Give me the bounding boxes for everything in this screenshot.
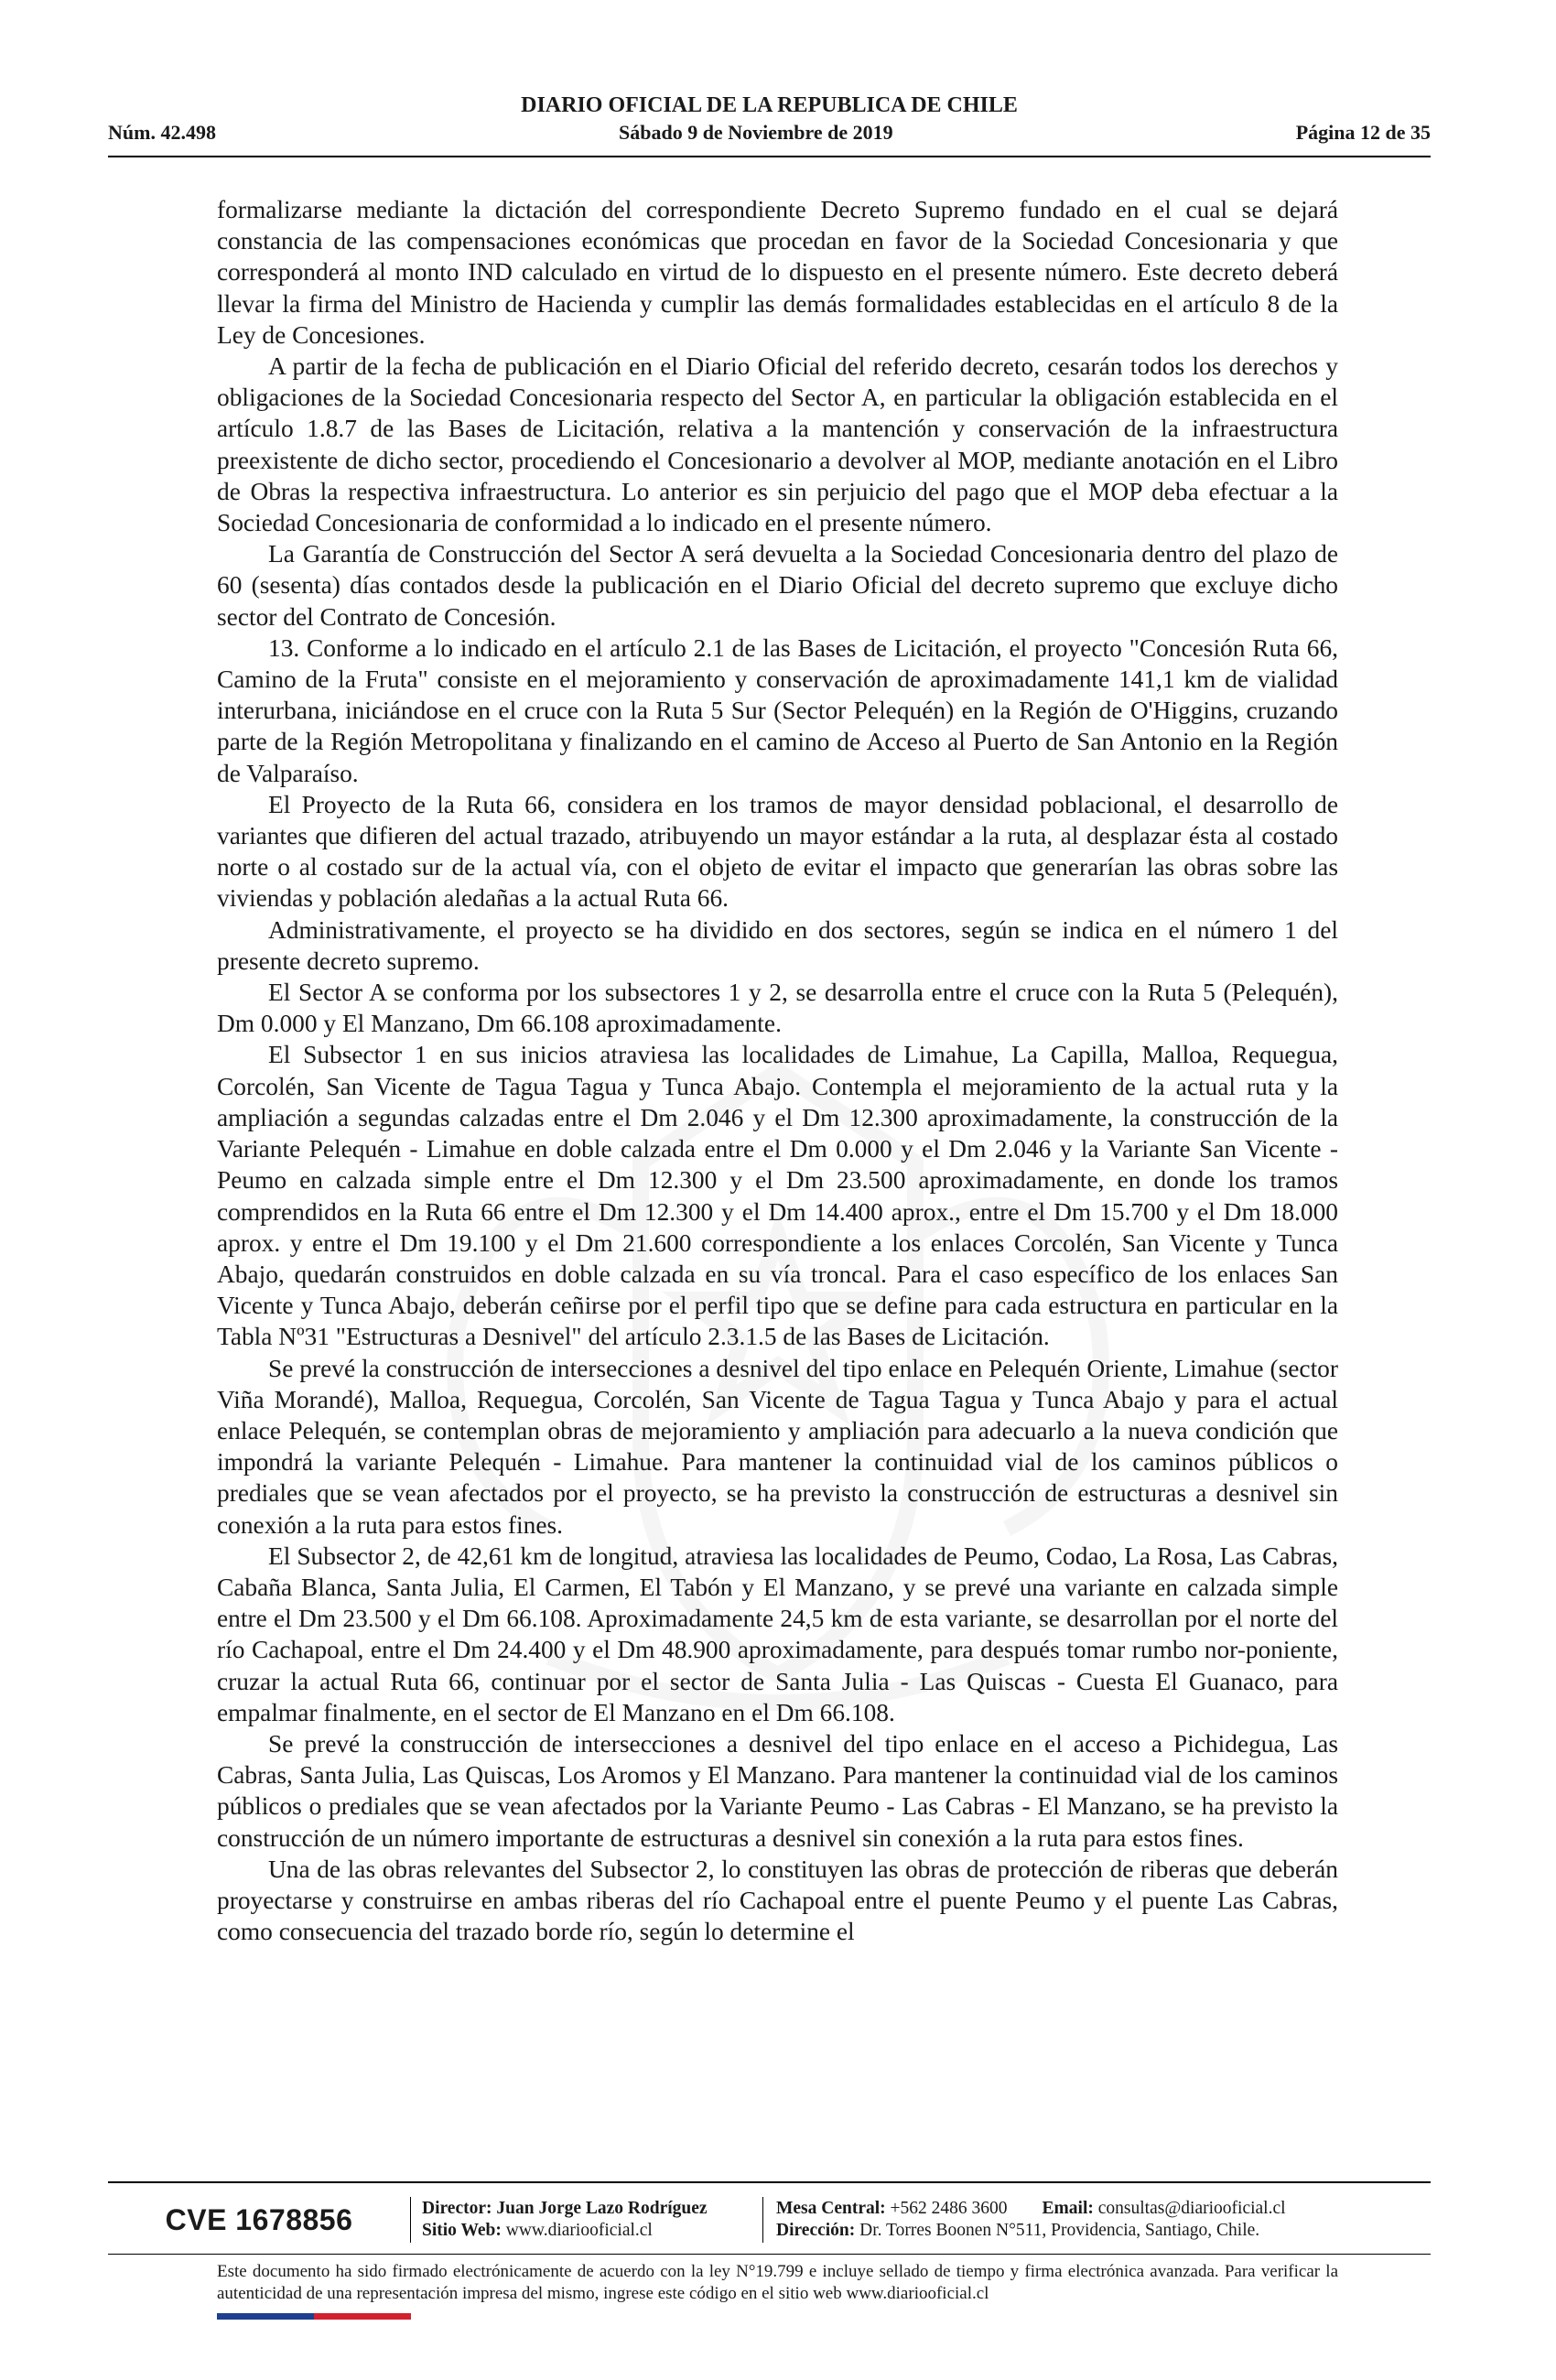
paragraph: El Subsector 2, de 42,61 km de longitud, atraviesa las localidades de Peumo, Codao, La Rosa, Las Cabras, Cabaña Blanca, Santa Julia, El Carmen, El Tabón y El Manzano, y se prevé una variante en calzada simple entre el Dm 23.500 y el Dm 66.108. Aproximadamente 24,5 km de esta variante, se desarrollan por el norte del río Cachapoal, entre el Dm 24.400 y el Dm 48.900 aproximadamente, para después tomar rumbo nor-poniente, cruzar la actual Ruta 66, continuar por el sector de Santa Julia - Las Quiscas - Cuesta El Guanaco, para empalmar finalmente, en el sector de El Manzano en el Dm 66.108. bbox=[217, 1542, 1338, 1726]
footer-legal-divider bbox=[108, 2254, 1431, 2255]
footer-contact-block bbox=[763, 2198, 1431, 2242]
flag-stripe bbox=[217, 2313, 411, 2320]
paragraph: Se prevé la construcción de intersecciones a desnivel del tipo enlace en Pelequén Oriente, Limahue (sector Viña Morandé), Malloa, Requegua, Corcolén, San Vicente de Tagua Tagua y Tunca Abajo y para el actual enlace Pelequén, se contemplan obras de mejoramiento y ampliación para adecuarlo a la nueva condición que impondrá la variante Pelequén - Limahue. Para mantener la continuidad vial de los caminos públicos o prediales que se vean afectados por el proyecto, se ha previsto la construcción de estructuras a desnivel sin conexión a la ruta para estos fines. bbox=[217, 1354, 1338, 1539]
flag-blue-segment bbox=[217, 2313, 314, 2320]
director-label: Director: bbox=[422, 2199, 492, 2218]
page-number: Página 12 de 35 bbox=[1295, 121, 1431, 144]
paragraph: El Proyecto de la Ruta 66, considera en los tramos de mayor densidad poblacional, el desarrollo de variantes que difieren del actual trazado, atribuyendo un mayor estándar a la ruta, al desplazar ésta al costado norte o al costado sur de la actual vía, con el objeto de evitar el impacto que generarían las obras sobre las viviendas y población aledañas a la actual Ruta 66. bbox=[217, 790, 1338, 913]
issue-number: Núm. 42.498 bbox=[108, 121, 216, 144]
website-link[interactable]: www.diariooficial.cl bbox=[505, 2221, 653, 2240]
footer-director-block bbox=[411, 2198, 762, 2242]
paragraph: Administrativamente, el proyecto se ha dividido en dos sectores, según se indica en el número 1 del presente decreto supremo. bbox=[217, 915, 1338, 975]
page-header bbox=[108, 92, 1431, 146]
legal-notice: Este documento ha sido firmado electrónicamente de acuerdo con la ley N°19.799 e incluye sellado de tiempo y firma electrónica avanzada. Para verificar la autenticidad de una representación impresa del mismo, ingrese este código en el sitio web www.diariooficial.cl bbox=[217, 2262, 1338, 2303]
paragraph: El Sector A se conforma por los subsectores 1 y 2, se desarrolla entre el cruce con la Ruta 5 (Pelequén), Dm 0.000 y El Manzano, Dm 66.108 aproximadamente. bbox=[217, 979, 1338, 1038]
flag-red-segment bbox=[314, 2313, 411, 2320]
newspaper-title: DIARIO OFICIAL DE LA REPUBLICA DE CHILE bbox=[521, 93, 1018, 117]
header-info-row bbox=[108, 119, 1431, 146]
footer-info bbox=[108, 2193, 1431, 2246]
paragraph: La Garantía de Construcción del Sector A será devuelta a la Sociedad Concesionaria dentro del plazo de 60 (sesenta) días contados desde la publicación en el Diario Oficial del decreto supremo que excluye dicho sector del Contrato de Concesión. bbox=[217, 540, 1338, 631]
phone-label: Mesa Central: bbox=[776, 2199, 886, 2218]
paragraph: Se prevé la construcción de intersecciones a desnivel del tipo enlace en el acceso a Pichidegua, Las Cabras, Santa Julia, Las Quiscas, Los Aromos y El Manzano. Para mantener la continuidad vial de los caminos públicos o prediales que se vean afectados por la Variante Peumo - Las Cabras - El Manzano, se ha previsto la construcción de un número importante de estructuras a desnivel sin conexión a la ruta para estos fines. bbox=[217, 1729, 1338, 1852]
issue-date: Sábado 9 de Noviembre de 2019 bbox=[618, 121, 893, 144]
paragraph: Una de las obras relevantes del Subsector 2, lo constituyen las obras de protección de riberas que deberán proyectarse y construirse en ambas riberas del río Cachapoal entre el puente Peumo y el puente Las Cabras, como consecuencia del trazado borde río, según lo determine el bbox=[217, 1855, 1338, 1946]
website-label: Sitio Web: bbox=[422, 2221, 502, 2240]
footer-divider bbox=[108, 2181, 1431, 2183]
email-link[interactable]: consultas@diariooficial.cl bbox=[1097, 2199, 1286, 2218]
address-label: Dirección: bbox=[776, 2221, 856, 2240]
phone-number: +562 2486 3600 bbox=[890, 2199, 1008, 2218]
paragraph: El Subsector 1 en sus inicios atraviesa las localidades de Limahue, La Capilla, Malloa, Requegua, Corcolén, San Vicente de Tagua Tagua y Tunca Abajo. Contempla el mejoramiento de la actual ruta y la ampliación a segundas calzadas entre el Dm 2.046 y el Dm 12.300 aproximadamente, la construcción de la Variante Pelequén - Limahue en doble calzada entre el Dm 0.000 y el Dm 2.046 y la Variante San Vicente - Peumo en calzada simple entre el Dm 12.300 y el Dm 23.500 aproximadamente, en donde los tramos comprendidos en la Ruta 66 entre el Dm 12.300 y el Dm 14.400 aprox., entre el Dm 15.700 y el Dm 18.000 aprox. y entre el Dm 19.100 y el Dm 21.600 correspondiente a los enlaces Corcolén, San Vicente y Tunca Abajo, quedarán construidos en doble calzada en su vía troncal. Para el caso específico de los enlaces San Vicente y Tunca Abajo, deberán ceñirse por el perfil tipo que se define para cada estructura en particular en la Tabla Nº31 "Estructuras a Desnivel" del artículo 2.3.1.5 de las Bases de Licitación. bbox=[217, 1041, 1338, 1351]
header-divider bbox=[108, 156, 1431, 157]
document-body bbox=[217, 194, 1338, 1947]
address-value: Dr. Torres Boonen N°511, Providencia, Santiago, Chile. bbox=[859, 2221, 1260, 2240]
paragraph: A partir de la fecha de publicación en el Diario Oficial del referido decreto, cesarán todos los derechos y obligaciones de la Sociedad Concesionaria respecto del Sector A, en particular la obligación establecida en el artículo 1.8.7 de las Bases de Licitación, relativa a la mantención y conservación de la infraestructura preexistente de dicho sector, procediendo el Concesionario a devolver al MOP, mediante anotación en el Libro de Obras la respectiva infraestructura. Lo anterior es sin perjuicio del pago que el MOP deba efectuar a la Sociedad Concesionaria de conformidad a lo indicado en el presente número. bbox=[217, 352, 1338, 537]
paragraph: 13. Conforme a lo indicado en el artículo 2.1 de las Bases de Licitación, el proyecto "Concesión Ruta 66, Camino de la Fruta" consiste en el mejoramiento y conservación de aproximadamente 141,1 km de vialidad interurbana, iniciándose en el cruce con la Ruta 5 Sur (Sector Pelequén) en la Región de O'Higgins, cruzando parte de la Región Metropolitana y finalizando en el camino de Acceso al Puerto de San Antonio en la Región de Valparaíso. bbox=[217, 633, 1338, 787]
director-name: Juan Jorge Lazo Rodríguez bbox=[496, 2199, 708, 2218]
cve-code: CVE 1678856 bbox=[165, 2202, 353, 2236]
paragraph: formalizarse mediante la dictación del correspondiente Decreto Supremo fundado en el cual se dejará constancia de las compensaciones económicas que procedan en favor de la Sociedad Concesionaria y que corresponderá al monto IND calculado en virtud de lo dispuesto en el presente número. Este decreto deberá llevar la firma del Ministro de Hacienda y cumplir las demás formalidades establecidas en el artículo 8 de la Ley de Concesiones. bbox=[217, 196, 1338, 349]
email-label: Email: bbox=[1042, 2199, 1094, 2218]
